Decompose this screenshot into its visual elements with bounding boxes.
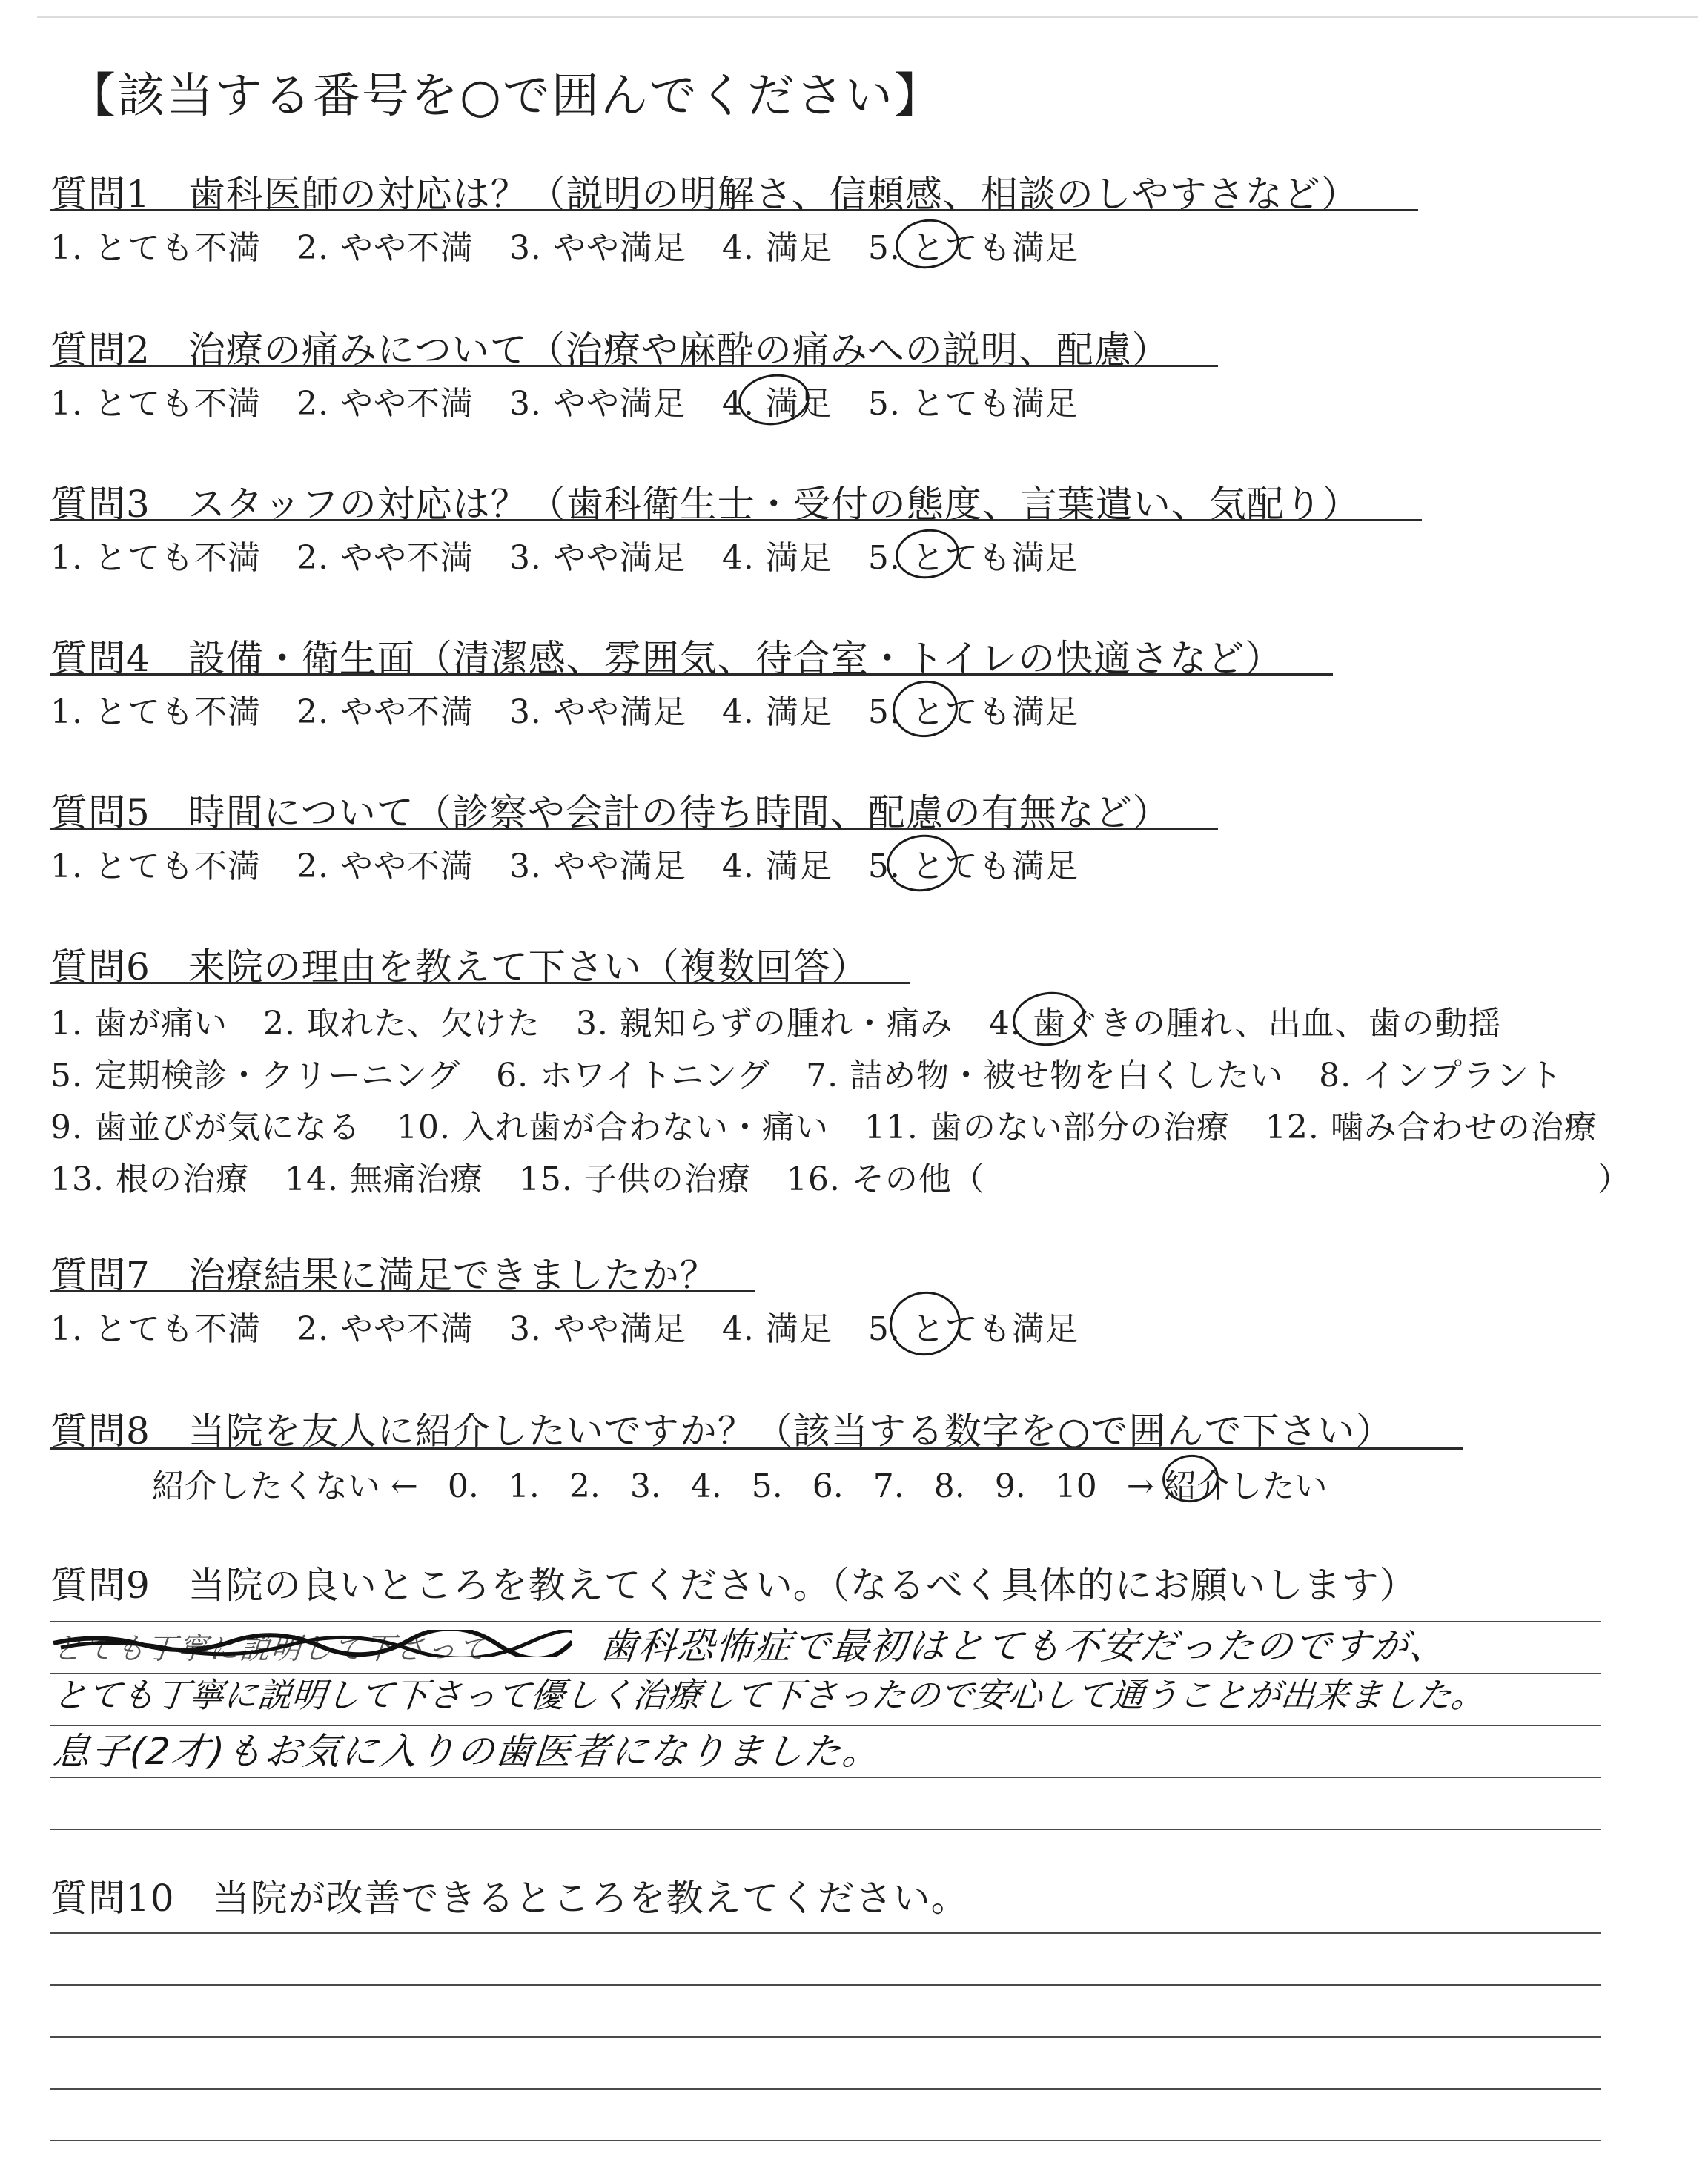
writing-line bbox=[50, 2036, 1601, 2038]
option-2[interactable]: 2. やや不満 bbox=[296, 539, 474, 577]
question-7-options bbox=[50, 1302, 1114, 1350]
question-1-underline bbox=[50, 209, 1418, 211]
option-3[interactable]: 3. やや満足 bbox=[509, 539, 686, 577]
question-10-heading: 質問10 当院が改善できるところを教えてください。 bbox=[50, 1877, 969, 1920]
option-5[interactable]: 5. とても満足 bbox=[867, 385, 1079, 423]
strikethrough-scribble bbox=[53, 1630, 572, 1657]
question-1-heading: 質問1 歯科医師の対応は？（説明の明解さ、信頼感、相談のしやすさなど） bbox=[50, 173, 1359, 216]
option-3[interactable]: 3. やや満足 bbox=[509, 229, 686, 267]
reason-15[interactable]: 15. 子供の治療 bbox=[518, 1160, 751, 1198]
score-4[interactable]: 4. bbox=[690, 1467, 722, 1505]
reason-8[interactable]: 8. インプラント bbox=[1319, 1057, 1563, 1094]
recommend-scale bbox=[152, 1459, 1357, 1507]
reason-6[interactable]: 6. ホワイトニング bbox=[496, 1057, 771, 1094]
reason-3[interactable]: 3. 親知らずの腫れ・痛み bbox=[575, 1005, 953, 1043]
score-1[interactable]: 1. bbox=[508, 1467, 540, 1505]
question-7-heading: 質問7 治療結果に満足できましたか？ bbox=[50, 1254, 718, 1297]
question-8-heading: 質問8 当院を友人に紹介したいですか？（該当する数字を○で囲んで下さい） bbox=[50, 1410, 1394, 1453]
option-1[interactable]: 1. とても不満 bbox=[50, 848, 261, 885]
reason-16[interactable]: 16. その他（ bbox=[786, 1160, 985, 1198]
option-2[interactable]: 2. やや不満 bbox=[296, 229, 474, 267]
question-6-row-3 bbox=[50, 1100, 1633, 1148]
question-5-options bbox=[50, 839, 1114, 887]
reason-14[interactable]: 14. 無痛治療 bbox=[284, 1160, 483, 1198]
question-2-options bbox=[50, 377, 1114, 424]
question-1-options bbox=[50, 221, 1114, 268]
question-6-row-2 bbox=[50, 1048, 1598, 1096]
question-2-heading: 質問2 治療の痛みについて（治療や麻酔の痛みへの説明、配慮） bbox=[50, 328, 1170, 371]
reason-12[interactable]: 12. 噛み合わせの治療 bbox=[1265, 1109, 1598, 1146]
option-3[interactable]: 3. やや満足 bbox=[509, 848, 686, 885]
option-5-selected[interactable]: 5. とても満足 bbox=[867, 693, 1079, 731]
reason-2[interactable]: 2. 取れた、欠けた bbox=[262, 1005, 540, 1043]
option-2[interactable]: 2. やや不満 bbox=[296, 385, 474, 423]
score-7[interactable]: 7. bbox=[873, 1467, 904, 1505]
score-8[interactable]: 8. bbox=[933, 1467, 965, 1505]
option-3[interactable]: 3. やや満足 bbox=[509, 1310, 686, 1348]
writing-line bbox=[50, 1777, 1601, 1778]
option-4[interactable]: 4. 満足 bbox=[721, 1310, 833, 1348]
recommend-left-label: 紹介したくない ← bbox=[152, 1467, 418, 1505]
writing-line bbox=[50, 1829, 1601, 1830]
option-2[interactable]: 2. やや不満 bbox=[296, 848, 474, 885]
question-6-underline bbox=[50, 982, 910, 984]
reason-7[interactable]: 7. 詰め物・被せ物を白くしたい bbox=[806, 1057, 1284, 1094]
option-5-selected[interactable]: 5. とても満足 bbox=[867, 229, 1079, 267]
score-6[interactable]: 6. bbox=[812, 1467, 844, 1505]
score-2[interactable]: 2. bbox=[569, 1467, 600, 1505]
question-2-underline bbox=[50, 365, 1218, 367]
reason-4-selected[interactable]: 4. 歯ぐきの腫れ、出血、歯の動揺 bbox=[988, 1005, 1502, 1043]
question-3-underline bbox=[50, 519, 1422, 521]
reason-1[interactable]: 1. 歯が痛い bbox=[50, 1005, 228, 1043]
option-4[interactable]: 4. 満足 bbox=[721, 848, 833, 885]
reason-10[interactable]: 10. 入れ歯が合わない・痛い bbox=[396, 1109, 829, 1146]
option-1[interactable]: 1. とても不満 bbox=[50, 693, 261, 731]
option-3[interactable]: 3. やや満足 bbox=[509, 693, 686, 731]
question-3-options bbox=[50, 531, 1114, 578]
score-3[interactable]: 3. bbox=[629, 1467, 661, 1505]
reason-13[interactable]: 13. 根の治療 bbox=[50, 1160, 249, 1198]
option-1[interactable]: 1. とても不満 bbox=[50, 385, 261, 423]
option-4[interactable]: 4. 満足 bbox=[721, 229, 833, 267]
question-7-underline bbox=[50, 1290, 755, 1292]
handwritten-struck-text: とても丁寧に説明して下さって bbox=[51, 1632, 491, 1666]
page-title: 【該当する番号を○で囲んでください】 bbox=[68, 69, 943, 124]
option-4[interactable]: 4. 満足 bbox=[721, 693, 833, 731]
score-0[interactable]: 0. bbox=[447, 1467, 479, 1505]
question-4-heading: 質問4 設備・衛生面（清潔感、雰囲気、待合室・トイレの快適さなど） bbox=[50, 637, 1283, 680]
option-5-selected[interactable]: 5. とても満足 bbox=[867, 848, 1079, 885]
option-5-selected[interactable]: 5. とても満足 bbox=[867, 539, 1079, 577]
option-1[interactable]: 1. とても不満 bbox=[50, 229, 261, 267]
question-6-heading: 質問6 来院の理由を教えて下さい（複数回答） bbox=[50, 945, 869, 988]
question-6-row-1 bbox=[50, 997, 1537, 1044]
reason-9[interactable]: 9. 歯並びが気になる bbox=[50, 1109, 361, 1146]
score-9[interactable]: 9. bbox=[994, 1467, 1026, 1505]
other-close-paren: ） bbox=[1598, 1160, 1631, 1198]
question-5-underline bbox=[50, 828, 1218, 830]
option-4[interactable]: 4. 満足 bbox=[721, 539, 833, 577]
handwritten-answer-line-1: 歯科恐怖症で最初はとても不安だったのですが、 bbox=[598, 1625, 1451, 1668]
reason-5[interactable]: 5. 定期検診・クリーニング bbox=[50, 1057, 461, 1094]
writing-line bbox=[50, 2140, 1601, 2141]
option-4-selected[interactable]: 4. 満足 bbox=[721, 385, 833, 423]
writing-line bbox=[50, 1984, 1601, 1986]
option-3[interactable]: 3. やや満足 bbox=[509, 385, 686, 423]
handwritten-answer-line-2: とても丁寧に説明して下さって優しく治療して下さったので安心して通うことが出来ました。 bbox=[50, 1675, 1488, 1715]
question-3-heading: 質問3 スタッフの対応は？（歯科衛生士・受付の態度、言葉遣い、気配り） bbox=[50, 483, 1360, 526]
handwritten-answer-line-3: 息子(2才)もお気に入りの歯医者になりました。 bbox=[50, 1730, 884, 1773]
score-10-selected[interactable]: 10 bbox=[1055, 1467, 1097, 1505]
score-5[interactable]: 5. bbox=[751, 1467, 783, 1505]
question-5-heading: 質問5 時間について（診察や会計の待ち時間、配慮の有無など） bbox=[50, 791, 1171, 834]
question-4-options bbox=[50, 685, 1114, 733]
reason-11[interactable]: 11. 歯のない部分の治療 bbox=[864, 1109, 1230, 1146]
option-2[interactable]: 2. やや不満 bbox=[296, 693, 474, 731]
writing-line bbox=[50, 2088, 1601, 2090]
option-2[interactable]: 2. やや不満 bbox=[296, 1310, 474, 1348]
writing-line bbox=[50, 1932, 1601, 1934]
option-1[interactable]: 1. とても不満 bbox=[50, 1310, 261, 1348]
option-5-selected[interactable]: 5. とても満足 bbox=[867, 1310, 1079, 1348]
question-6-row-4 bbox=[50, 1152, 1021, 1200]
option-1[interactable]: 1. とても不満 bbox=[50, 539, 261, 577]
top-border bbox=[37, 16, 1698, 18]
question-8-underline bbox=[50, 1447, 1463, 1450]
question-9-heading: 質問9 当院の良いところを教えてください。（なるべく具体的にお願いします） bbox=[50, 1564, 1417, 1607]
recommend-right-label: → 紹介したい bbox=[1126, 1467, 1328, 1505]
question-4-underline bbox=[50, 673, 1333, 676]
